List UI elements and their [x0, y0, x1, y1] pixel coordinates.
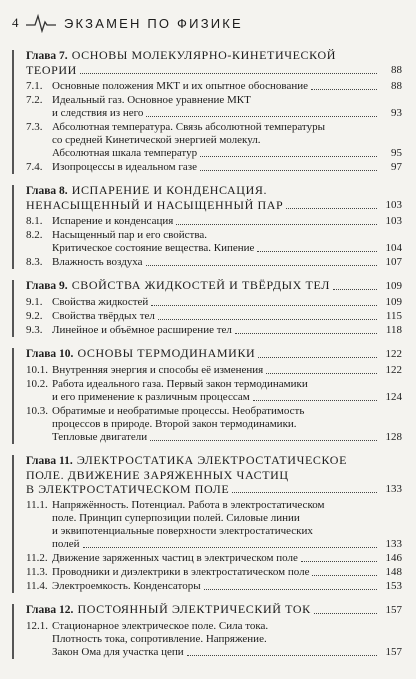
section-line	[52, 391, 402, 404]
dot-leader	[204, 589, 377, 590]
section-line	[52, 431, 402, 444]
section-number: 9.2.	[26, 310, 43, 322]
chapter-label: Глава 12.	[26, 604, 74, 616]
dot-leader	[200, 156, 377, 157]
section-title: Критическое состояние вещества. Кипение	[52, 242, 255, 254]
section-body	[52, 310, 402, 323]
section-body	[52, 566, 402, 579]
book-title: ЭКЗАМЕН ПО ФИЗИКЕ	[64, 15, 243, 31]
section-line	[52, 310, 402, 323]
section-body	[52, 215, 402, 228]
section-line	[52, 364, 402, 377]
dot-leader	[158, 319, 377, 320]
section-title: со средней Кинетической энергией молекул.	[52, 134, 261, 146]
section-page: 133	[385, 538, 402, 550]
section-body	[52, 229, 402, 255]
section-list	[26, 296, 402, 337]
dot-leader	[200, 170, 377, 171]
chapter-heading	[26, 346, 402, 361]
dot-leader	[314, 613, 377, 614]
section-body	[52, 161, 402, 174]
section-number: 7.3.	[26, 121, 43, 133]
table-of-contents	[12, 48, 402, 659]
dot-leader	[301, 561, 377, 562]
toc-entry	[26, 121, 402, 160]
section-number: 11.4.	[26, 580, 48, 592]
section-list	[26, 499, 402, 593]
section-page: 104	[385, 242, 402, 254]
section-body	[52, 620, 402, 659]
section-list	[26, 215, 402, 269]
section-number: 7.4.	[26, 161, 43, 173]
chapter-label: Глава 7.	[26, 50, 68, 62]
chapter-title: ПОСТОЯННЫЙ ЭЛЕКТРИЧЕСКИЙ ТОК	[77, 602, 311, 616]
dot-leader	[80, 73, 377, 74]
section-list	[26, 364, 402, 444]
chapter-page: 88	[391, 64, 402, 76]
toc-entry	[26, 256, 402, 269]
section-title: Идеальный газ. Основное уравнение МКТ	[52, 94, 251, 106]
section-number: 9.1.	[26, 296, 43, 308]
section-page: 88	[391, 80, 402, 92]
chapter-block	[12, 48, 402, 174]
section-page: 128	[385, 431, 402, 443]
section-list	[26, 620, 402, 659]
toc-entry	[26, 161, 402, 174]
section-title: Свойства твёрдых тел	[52, 310, 155, 322]
section-title: полей	[52, 538, 80, 550]
section-body	[52, 296, 402, 309]
dot-leader	[146, 116, 377, 117]
chapter-page: 103	[385, 199, 402, 211]
section-line	[52, 229, 402, 242]
toc-entry	[26, 580, 402, 593]
chapter-title-line	[26, 453, 402, 468]
dot-leader	[150, 440, 377, 441]
section-page: 124	[385, 391, 402, 403]
chapter-title: СВОЙСТВА ЖИДКОСТЕЙ И ТВЁРДЫХ ТЕЛ	[71, 278, 330, 292]
dot-leader	[235, 333, 377, 334]
chapter-title-line	[26, 183, 402, 198]
section-line	[52, 512, 402, 525]
dot-leader	[286, 208, 377, 209]
section-line	[52, 566, 402, 579]
section-title: Электроемкость. Конденсаторы	[52, 580, 201, 592]
section-line	[52, 499, 402, 512]
section-line	[52, 405, 402, 418]
section-line	[52, 552, 402, 565]
chapter-page: 157	[385, 604, 402, 616]
section-title: поле. Принцип суперпозиции полей. Силовые линии	[52, 512, 300, 524]
section-title: Основные положения МКТ и их опытное обоснование	[52, 80, 309, 92]
section-title: Работа идеального газа. Первый закон термодинамики	[52, 378, 308, 390]
dot-leader	[257, 251, 377, 252]
section-title: Обратимые и необратимые процессы. Необратимость	[52, 405, 305, 417]
section-number: 10.1.	[26, 364, 48, 376]
section-page: 115	[385, 310, 402, 322]
section-title: Стационарное электрическое поле. Сила тока.	[52, 620, 269, 632]
toc-entry	[26, 566, 402, 579]
section-line	[52, 147, 402, 160]
section-line	[52, 94, 402, 107]
section-line	[52, 324, 402, 337]
toc-entry	[26, 324, 402, 337]
section-title: и его применение к различным процессам	[52, 391, 250, 403]
toc-entry	[26, 620, 402, 659]
section-title: Напряжённость. Потенциал. Работа в электростатическом	[52, 499, 325, 511]
section-line	[52, 646, 402, 659]
section-body	[52, 80, 402, 93]
section-title: Внутренняя энергия и способы её изменения	[52, 364, 264, 376]
section-page: 103	[385, 215, 402, 227]
section-number: 10.2.	[26, 378, 48, 390]
dot-leader	[311, 89, 377, 90]
section-list	[26, 80, 402, 174]
toc-entry	[26, 378, 402, 404]
section-title: Движение заряженных частиц в электрическом поле	[52, 552, 298, 564]
section-body	[52, 324, 402, 337]
section-line	[52, 242, 402, 255]
toc-entry	[26, 310, 402, 323]
chapter-heading	[26, 278, 402, 293]
toc-entry	[26, 80, 402, 93]
section-line	[52, 378, 402, 391]
chapter-title: ЭЛЕКТРОСТАТИКА ЭЛЕКТРОСТАТИЧЕСКОЕ	[76, 453, 348, 467]
section-title: Проводники и диэлектрики в электростатическом поле	[52, 566, 310, 578]
section-line	[52, 134, 402, 147]
section-body	[52, 121, 402, 160]
toc-entry	[26, 499, 402, 551]
chapter-title: НЕНАСЫЩЕННЫЙ И НАСЫЩЕННЫЙ ПАР	[26, 198, 284, 212]
section-number: 11.3.	[26, 566, 48, 578]
section-body	[52, 405, 402, 444]
toc-entry	[26, 405, 402, 444]
section-page: 118	[385, 324, 402, 336]
toc-entry	[26, 296, 402, 309]
section-number: 7.1.	[26, 80, 43, 92]
chapter-block	[12, 346, 402, 444]
chapter-page: 109	[385, 280, 402, 292]
dot-leader	[83, 547, 378, 548]
toc-entry	[26, 364, 402, 377]
section-title: Испарение и конденсация	[52, 215, 174, 227]
chapter-page: 122	[385, 348, 402, 360]
page-number: 4	[12, 15, 19, 30]
section-number: 10.3.	[26, 405, 48, 417]
section-line	[52, 215, 402, 228]
dot-leader	[187, 655, 377, 656]
section-number: 8.2.	[26, 229, 43, 241]
dot-leader	[151, 305, 377, 306]
chapter-title-line	[26, 63, 402, 77]
section-title: Линейное и объёмное расширение тел	[52, 324, 232, 336]
chapter-title: ОСНОВЫ МОЛЕКУЛЯРНО-КИНЕТИЧЕСКОЙ	[71, 48, 336, 62]
chapter-title-line	[26, 602, 402, 617]
chapter-label: Глава 8.	[26, 185, 68, 197]
section-title: Свойства жидкостей	[52, 296, 149, 308]
chapter-title-line	[26, 346, 402, 361]
dot-leader	[176, 224, 377, 225]
chapter-label: Глава 11.	[26, 455, 73, 467]
section-line	[52, 107, 402, 120]
section-page: 157	[385, 646, 402, 658]
section-line	[52, 620, 402, 633]
chapter-title-line	[26, 198, 402, 212]
section-number: 7.2.	[26, 94, 43, 106]
chapter-heading	[26, 183, 402, 212]
chapter-label: Глава 9.	[26, 280, 68, 292]
section-body	[52, 378, 402, 404]
toc-entry	[26, 215, 402, 228]
chapter-heading	[26, 48, 402, 77]
chapter-title-line	[26, 278, 402, 293]
chapter-heading	[26, 453, 402, 496]
section-title: Изопроцессы в идеальном газе	[52, 161, 197, 173]
section-title: Плотность тока, сопротивление. Напряжение.	[52, 633, 267, 645]
section-line	[52, 296, 402, 309]
section-body	[52, 580, 402, 593]
section-title: Закон Ома для участка цепи	[52, 646, 184, 658]
section-title: и следствия из него	[52, 107, 144, 119]
section-body	[52, 94, 402, 120]
chapter-block	[12, 602, 402, 659]
chapter-title: ИСПАРЕНИЕ И КОНДЕНСАЦИЯ.	[71, 183, 268, 197]
toc-entry	[26, 94, 402, 120]
chapter-title: ПОЛЕ. ДВИЖЕНИЕ ЗАРЯЖЕННЫХ ЧАСТИЦ	[26, 468, 289, 482]
chapter-block	[12, 453, 402, 593]
section-page: 93	[391, 107, 402, 119]
section-line	[52, 256, 402, 269]
section-line	[52, 161, 402, 174]
page-header	[12, 12, 402, 34]
dot-leader	[232, 492, 377, 493]
section-page: 153	[385, 580, 402, 592]
section-page: 107	[385, 256, 402, 268]
section-body	[52, 552, 402, 565]
section-number: 11.2.	[26, 552, 48, 564]
chapter-block	[12, 278, 402, 337]
section-body	[52, 364, 402, 377]
section-page: 109	[385, 296, 402, 308]
section-title: Влажность воздуха	[52, 256, 143, 268]
dot-leader	[253, 400, 377, 401]
section-number: 12.1.	[26, 620, 48, 632]
chapter-heading	[26, 602, 402, 617]
dot-leader	[266, 373, 377, 374]
chapter-title: ТЕОРИИ	[26, 63, 77, 77]
section-title: и эквипотенциальные поверхности электростатических	[52, 525, 313, 537]
section-line	[52, 418, 402, 431]
section-page: 95	[391, 147, 402, 159]
chapter-title-line	[26, 48, 402, 63]
section-body	[52, 499, 402, 551]
section-title: Тепловые двигатели	[52, 431, 148, 443]
section-page: 122	[385, 364, 402, 376]
section-title: Насыщенный пар и его свойства.	[52, 229, 208, 241]
chapter-title-line	[26, 482, 402, 496]
section-line	[52, 633, 402, 646]
dot-leader	[312, 575, 377, 576]
section-number: 9.3.	[26, 324, 43, 336]
section-title: Абсолютная температура. Связь абсолютной температуры	[52, 121, 325, 133]
section-title: процессов в природе. Второй закон термодинамики.	[52, 418, 297, 430]
heartbeat-icon	[26, 13, 56, 33]
section-number: 8.1.	[26, 215, 43, 227]
section-page: 148	[385, 566, 402, 578]
section-line	[52, 80, 402, 93]
toc-entry	[26, 552, 402, 565]
chapter-block	[12, 183, 402, 269]
section-line	[52, 525, 402, 538]
section-number: 11.1.	[26, 499, 48, 511]
section-title: Абсолютная шкала температур	[52, 147, 198, 159]
chapter-label: Глава 10.	[26, 348, 74, 360]
chapter-title: В ЭЛЕКТРОСТАТИЧЕСКОМ ПОЛЕ	[26, 482, 230, 496]
section-line	[52, 538, 402, 551]
dot-leader	[333, 289, 377, 290]
chapter-page: 133	[385, 483, 402, 495]
dot-leader	[258, 357, 377, 358]
toc-entry	[26, 229, 402, 255]
section-line	[52, 121, 402, 134]
section-page: 97	[391, 161, 402, 173]
section-page: 146	[385, 552, 402, 564]
chapter-title: ОСНОВЫ ТЕРМОДИНАМИКИ	[77, 346, 256, 360]
dot-leader	[146, 265, 377, 266]
section-body	[52, 256, 402, 269]
section-line	[52, 580, 402, 593]
section-number: 8.3.	[26, 256, 43, 268]
chapter-title-line	[26, 468, 402, 482]
